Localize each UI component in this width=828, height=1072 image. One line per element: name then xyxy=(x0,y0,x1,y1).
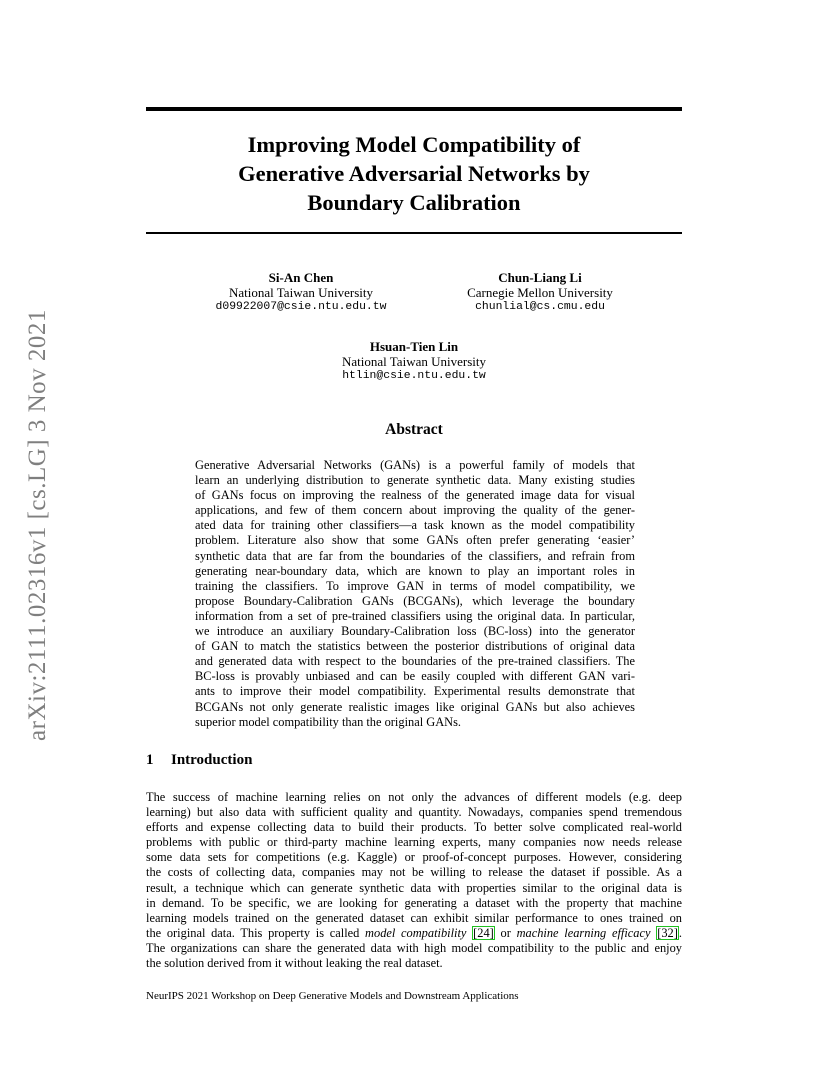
text-run: the original data. This property is called xyxy=(146,925,366,940)
intro-line: The organizations can share the generated data with high model compatibility to the public and enjoy xyxy=(146,940,682,955)
abstract-line: problem. Literature also show that some GANs often prefer generating ‘easier’ xyxy=(195,533,635,548)
intro-line: result, a technique which can generate synthetic data with properties similar to the original data is xyxy=(146,880,682,895)
abstract-line: of GAN to match the statistics between the posterior distributions of original data xyxy=(195,639,635,654)
author-name: Si-An Chen xyxy=(268,270,334,285)
abstract-line: learn an underlying distribution to generate synthetic data. Many existing studies xyxy=(195,473,635,488)
author-name: Hsuan-Tien Lin xyxy=(369,339,459,354)
introduction-body xyxy=(146,790,682,971)
text-run: . xyxy=(678,925,682,940)
intro-line: the costs of collecting data, companies may not be willing to release the dataset if possible. As a xyxy=(146,865,682,880)
abstract-line: of GANs focus on improving the realness of the generated image data for visual xyxy=(195,488,635,503)
abstract-line: propose Boundary-Calibration GANs (BCGANs), which leverage the boundary xyxy=(195,593,635,608)
author-email[interactable]: chunlial@cs.cmu.edu xyxy=(475,301,605,313)
author-block xyxy=(314,339,514,384)
intro-line: learning) but also data with sufficient quality and quantity. Nowadays, companies spend tremendous xyxy=(146,805,682,820)
section-number: 1 xyxy=(146,752,154,768)
abstract-line: and generated data with respect to the boundaries of the pre-trained classifiers. The xyxy=(195,654,635,669)
abstract-heading: Abstract xyxy=(385,421,443,438)
intro-line xyxy=(146,926,682,941)
abstract-line: information from a set of pre-trained classifiers using the original data. In particular, xyxy=(195,608,635,623)
author-block xyxy=(440,270,640,315)
author-affiliation: National Taiwan University xyxy=(342,354,486,369)
arxiv-stamp xyxy=(20,290,56,760)
abstract-line: generating near-boundary data, which are known to play an important roles in xyxy=(195,563,635,578)
abstract-line: training the classifiers. To improve GAN in terms of model compatibility, we xyxy=(195,578,635,593)
term-model-compatibility: model compatibility xyxy=(365,925,467,940)
abstract-body xyxy=(195,458,635,730)
citation-link[interactable]: [32] xyxy=(657,925,678,940)
title-rule-top xyxy=(146,107,682,111)
title-line: Improving Model Compatibility of xyxy=(247,132,581,157)
abstract-line: BC-loss is provably unbiased and can be easily coupled with different GAN vari- xyxy=(195,669,635,684)
title-rule-bottom xyxy=(146,232,682,234)
author-affiliation: National Taiwan University xyxy=(229,285,373,300)
author-affiliation: Carnegie Mellon University xyxy=(467,285,613,300)
abstract-line: BCGANs not only generate realistic images like original GANs but also achieves xyxy=(195,699,635,714)
abstract-line: superior model compatibility than the original GANs. xyxy=(195,714,462,729)
arxiv-stamp-text: arXiv:2111.02316v1 [cs.LG] 3 Nov 2021 xyxy=(24,309,51,741)
abstract-line: ants to improve their model compatibility. Experimental results demonstrate that xyxy=(195,684,635,699)
text-run: or xyxy=(494,925,517,940)
term-ml-efficacy: machine learning efficacy xyxy=(516,925,651,940)
abstract-line: Generative Adversarial Networks (GANs) is a powerful family of models that xyxy=(195,458,635,472)
intro-line: efforts and expense collecting data to build their products. To better solve complicated real-world xyxy=(146,820,682,835)
intro-lines xyxy=(146,790,682,926)
intro-line: in demand. To be specific, we are looking for generating a dataset with the property that machine xyxy=(146,895,682,910)
author-block xyxy=(196,270,406,315)
abstract-line: ated data for training other classifiers—a task known as the model compatibility xyxy=(195,518,635,533)
intro-line: learning models trained on the generated dataset can exhibit similar performance to ones trained on xyxy=(146,910,682,925)
intro-line: some data sets for competitions (e.g. Kaggle) or proof-of-concept purposes. However, considering xyxy=(146,850,682,865)
footer-venue: NeurIPS 2021 Workshop on Deep Generative Models and Downstream Applications xyxy=(146,990,519,1002)
abstract-line: applications, and few of them concern about improving the quality of the gener- xyxy=(195,503,635,518)
abstract-line: we introduce an auxiliary Boundary-Calibration loss (BC-loss) into the generator xyxy=(195,624,635,639)
section-heading xyxy=(146,752,252,769)
author-email[interactable]: d09922007@csie.ntu.edu.tw xyxy=(215,301,387,313)
author-name: Chun-Liang Li xyxy=(498,270,582,285)
abstract-line: synthetic data that are far from the boundaries of the classifiers, and refrain from xyxy=(195,548,635,563)
citation-link[interactable]: [24] xyxy=(473,925,494,940)
author-email[interactable]: htlin@csie.ntu.edu.tw xyxy=(342,370,486,382)
intro-line: The success of machine learning relies on not only the advances of different models (e.g. deep xyxy=(146,790,682,804)
title-line: Boundary Calibration xyxy=(307,190,521,215)
intro-line: the solution derived from it without leaking the real dataset. xyxy=(146,956,443,971)
intro-line: problems with public or third-party machine learning experts, many companies now needs release xyxy=(146,835,682,850)
section-title: Introduction xyxy=(171,752,253,768)
title-line: Generative Adversarial Networks by xyxy=(238,161,590,186)
paper-title xyxy=(146,130,682,217)
